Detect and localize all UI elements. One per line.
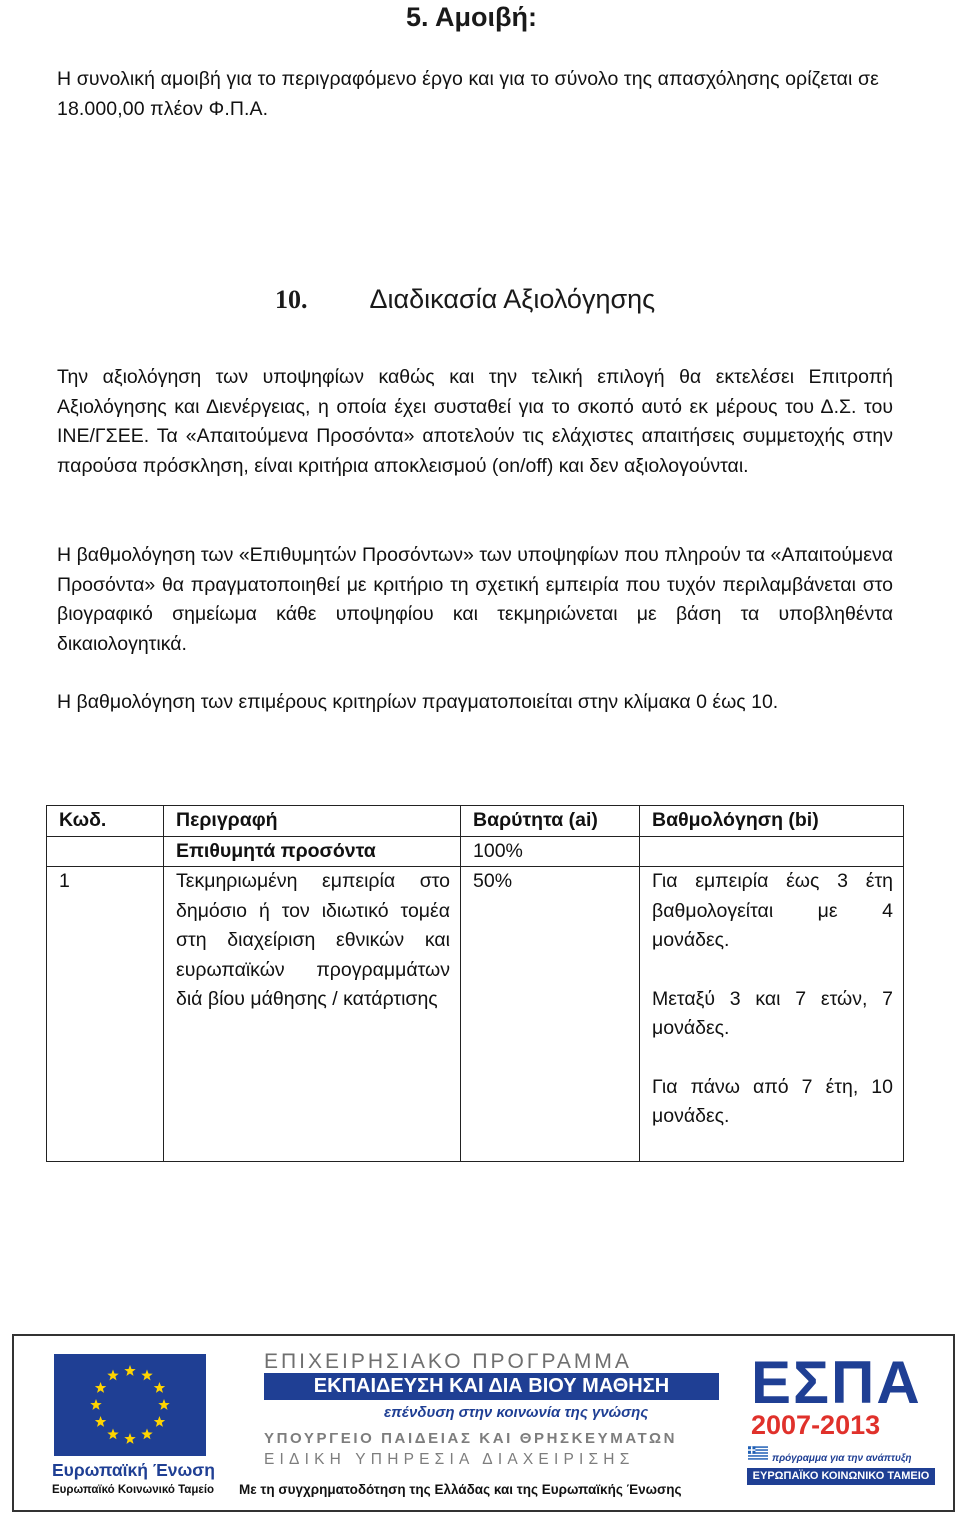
table-group-row	[47, 836, 904, 867]
program-line-2: ΕΚΠΑΙΔΕΥΣΗ ΚΑΙ ΔΙΑ ΒΙΟΥ ΜΑΘΗΣΗ	[264, 1373, 719, 1400]
espa-slogan: πρόγραμμα για την ανάπτυξη	[772, 1453, 912, 1464]
greek-flag-icon	[748, 1446, 768, 1460]
header-score: Βαθμολόγηση (bi)	[640, 806, 904, 837]
agency-name: ΕΙΔΙΚΗ ΥΠΗΡΕΣΙΑ ΔΙΑΧΕΙΡΙΣΗΣ	[264, 1451, 635, 1468]
header-code: Κωδ.	[47, 806, 164, 837]
row-score	[640, 867, 904, 1162]
evaluation-paragraph-2: Η βαθμολόγηση των «Επιθυμητών Προσόντων» των υποψηφίων που πληρούν τα «Απαιτούμενα Προσόντα» θα πραγματοποιηθεί με κριτήριο τη σχετική εμπειρία που τυχόν περιλαμβάνεται στο βιογραφικό σημείωμα κάθε υποψηφίου και τεκμηριώνεται με βάση τα υποβληθέντα δικαιολογητικά.	[57, 544, 893, 655]
table-header-row	[47, 806, 904, 837]
evaluation-paragraph-3: Η βαθμολόγηση των επιμέρους κριτηρίων πραγματοποιείται στην κλίμακα 0 έως 10.	[57, 691, 779, 713]
cofinancing-note: Με τη συγχρηματοδότηση της Ελλάδας και της Ευρωπαϊκής Ένωσης	[239, 1482, 682, 1497]
espa-years: 2007-2013	[751, 1410, 881, 1438]
section-10-title: Διαδικασία Αξιολόγησης	[369, 284, 656, 314]
row-weight: 50%	[461, 867, 640, 1162]
group-label: Επιθυμητά προσόντα	[164, 836, 461, 867]
funding-banner	[12, 1334, 955, 1512]
eu-subtitle: Ευρωπαϊκό Κοινωνικό Ταμείο	[52, 1484, 215, 1496]
espa-logo-icon	[749, 1348, 934, 1438]
espa-fund: ΕΥΡΩΠΑΪΚΟ ΚΟΙΝΩΝΙΚΟ ΤΑΜΕΙΟ	[747, 1468, 935, 1485]
table-row	[47, 867, 904, 1162]
header-weight: Βαρύτητα (ai)	[461, 806, 640, 837]
score-rule-3: Για πάνω από 7 έτη, 10 μονάδες.	[652, 1075, 893, 1127]
program-line-1: ΕΠΙΧΕΙΡΗΣΙΑΚΟ ΠΡΟΓΡΑΜΜΑ	[264, 1350, 632, 1373]
section-10-heading	[275, 284, 655, 315]
evaluation-paragraph-1: Την αξιολόγηση των υποψηφίων καθώς και την τελική επιλογή θα εκτελέσει Επιτροπή Αξιολόγησης και Διενέργειας, η οποία έχει συσταθεί για το σκοπό αυτό εκ μέρους του Δ.Σ. του ΙΝΕ/ΓΣΕΕ. Τα «Απαιτούμενα Προσόντα» αποτελούν τις ελάχιστες απαιτήσεις συμμετοχής στην παρούσα πρόσκληση, είναι κριτήρια αποκλεισμού (on/off) και δεν αξιολογούνται.	[57, 366, 893, 477]
score-rule-2: Μεταξύ 3 και 7 ετών, 7 μονάδες.	[652, 987, 893, 1039]
eu-flag-icon	[54, 1354, 206, 1456]
criteria-table	[46, 805, 904, 1162]
eu-title: Ευρωπαϊκή Ένωση	[52, 1460, 215, 1480]
group-weight: 100%	[461, 836, 640, 867]
group-score-cell	[640, 836, 904, 867]
section-5-heading: 5. Αμοιβή:	[406, 2, 537, 32]
program-slogan: επένδυση στην κοινωνία της γνώσης	[384, 1404, 649, 1421]
ministry-name: ΥΠΟΥΡΓΕΙΟ ΠΑΙΔΕΙΑΣ ΚΑΙ ΘΡΗΣΚΕΥΜΑΤΩΝ	[264, 1430, 678, 1447]
espa-name: ΕΣΠΑ	[751, 1349, 922, 1416]
header-description: Περιγραφή	[164, 806, 461, 837]
row-code: 1	[47, 867, 164, 1162]
fee-paragraph: Η συνολική αμοιβή για το περιγραφόμενο έργο και για το σύνολο της απασχόλησης ορίζεται σε 18.000,00 πλέον Φ.Π.Α.	[57, 68, 879, 120]
section-10-number: 10.	[275, 285, 308, 314]
group-code-cell	[47, 836, 164, 867]
row-description: Τεκμηριωμένη εμπειρία στο δημόσιο ή τον ιδιωτικό τομέα στη διαχείριση εθνικών και ευρωπαϊκών προγραμμάτων διά βίου μάθησης / κατάρτισης	[164, 867, 461, 1162]
score-rule-1: Για εμπειρία έως 3 έτη βαθμολογείται με 4 μονάδες.	[652, 870, 893, 951]
